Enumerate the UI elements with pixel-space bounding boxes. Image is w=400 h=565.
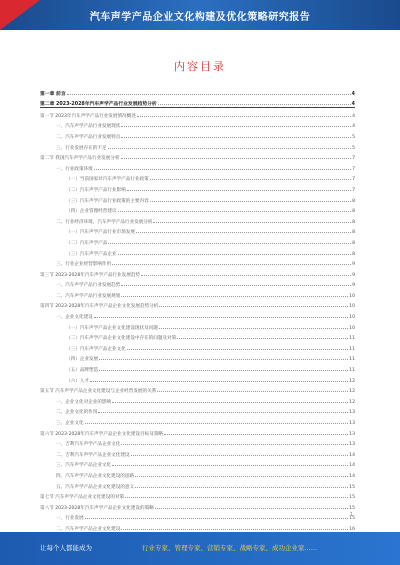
- toc-entry[interactable]: [40, 415, 355, 426]
- toc-entry-title: 二、汽车声学产品企业文化建设: [56, 526, 121, 532]
- toc-entry-page: 4: [352, 124, 355, 130]
- toc-entry-page: 12: [349, 378, 355, 384]
- toc-entry-title: 一、企业文化对企业的影响: [56, 399, 112, 405]
- toc-entry[interactable]: [40, 246, 355, 257]
- toc-entry-page: 11: [349, 336, 355, 342]
- toc-entry[interactable]: [40, 320, 355, 331]
- toc-entry[interactable]: [40, 479, 355, 490]
- toc-entry-title: （一）汽车声学产品行业市场发展: [66, 230, 135, 236]
- page-number: 1: [349, 512, 353, 518]
- toc-leader-dots: [135, 476, 348, 477]
- toc-entry-title: （三）汽车声学产品行业政策的主要内容: [66, 198, 149, 204]
- toc-entry[interactable]: [40, 129, 355, 140]
- toc-leader-dots: [85, 423, 349, 424]
- toc-entry[interactable]: [40, 394, 355, 405]
- toc-entry-title: 一、汽车声学产品行业发展现状: [56, 124, 121, 130]
- toc-entry-page: 15: [349, 505, 355, 511]
- toc-entry-page: 5: [352, 134, 355, 140]
- toc-entry-title: （六）人才: [66, 378, 89, 384]
- toc-entry-page: 14: [349, 473, 355, 479]
- toc-entry-page: 8: [352, 230, 355, 236]
- toc-leader-dots: [108, 148, 352, 149]
- toc-leader-dots: [150, 179, 351, 180]
- toc-entry-title: 一、行业政策环境: [56, 166, 93, 172]
- toc-entry[interactable]: [40, 278, 355, 289]
- toc-entry-page: 12: [349, 389, 355, 395]
- toc-entry-page: 11: [349, 368, 355, 374]
- toc-entry[interactable]: [40, 214, 355, 225]
- toc-entry-title: 二、汽车声学产品行业发展规划: [56, 293, 121, 299]
- toc-entry-page: 4: [351, 102, 355, 108]
- toc-leader-dots: [112, 402, 348, 403]
- toc-entry-page: 15: [349, 516, 355, 522]
- toc-entry-page: 11: [349, 357, 355, 363]
- toc-entry[interactable]: [40, 373, 355, 384]
- toc-entry-page: 7: [352, 156, 355, 162]
- toc-entry-page: 12: [349, 399, 355, 405]
- toc-entry-title: 三、企业文化: [56, 421, 84, 426]
- toc-leader-dots: [157, 391, 348, 392]
- toc-entry-title: 第三节 2023-2028年汽车声学产品行业发展趋势: [40, 272, 141, 278]
- toc-leader-dots: [99, 370, 348, 371]
- toc-entry[interactable]: [40, 86, 355, 97]
- toc-entry-page: 10: [349, 315, 355, 321]
- table-of-contents: [40, 86, 355, 532]
- toc-leader-dots: [121, 158, 352, 159]
- toc-entry[interactable]: [40, 193, 355, 204]
- toc-leader-dots: [150, 201, 351, 202]
- toc-entry-title: 四、汽车声学产品企业文化建设的思路: [56, 473, 135, 479]
- toc-entry-title: 一、吉利汽车声学产品企业文化: [56, 442, 121, 448]
- toc-entry-title: （五）品牌塑造: [66, 368, 99, 374]
- toc-leader-dots: [127, 190, 351, 191]
- toc-entry[interactable]: [40, 490, 355, 501]
- toc-entry-title: 第二章 2023-2028年汽车声学产品行业发展趋势分析: [40, 102, 157, 108]
- toc-entry-page: 16: [349, 526, 355, 532]
- toc-entry-title: 三、行业企业经营影响作用: [56, 262, 112, 268]
- toc-leader-dots: [67, 94, 351, 95]
- toc-entry-page: 7: [352, 187, 355, 193]
- toc-leader-dots: [118, 254, 352, 255]
- toc-entry-title: 第六节 2023-2028年汽车声学产品企业文化建设目标及策略: [40, 431, 163, 437]
- toc-entry[interactable]: [40, 384, 355, 395]
- toc-entry[interactable]: [40, 151, 355, 162]
- toc-entry[interactable]: [40, 108, 355, 119]
- toc-entry-page: 13: [349, 431, 355, 437]
- toc-leader-dots: [121, 285, 351, 286]
- toc-entry-page: 10: [349, 293, 355, 299]
- toc-entry-page: 10: [349, 325, 355, 331]
- toc-entry-title: 三、汽车声学产品企业文化: [56, 463, 112, 469]
- toc-entry[interactable]: [40, 405, 355, 416]
- toc-leader-dots: [153, 222, 351, 223]
- toc-leader-dots: [94, 317, 348, 318]
- toc-entry-page: 13: [349, 410, 355, 416]
- toc-entry[interactable]: [40, 235, 355, 246]
- toc-entry-title: （三）汽车声学产品企业文化: [66, 346, 126, 352]
- footer-slogan: 让每个人都能成为: [40, 544, 92, 552]
- toc-entry-page: 13: [349, 442, 355, 448]
- toc-leader-dots: [141, 275, 351, 276]
- toc-leader-dots: [98, 412, 348, 413]
- toc-entry[interactable]: [40, 341, 355, 352]
- toc-entry-title: 第二节 我国汽车声学产品行业发展分析: [40, 156, 120, 162]
- toc-entry-title: 第五节 汽车声学产品企业文化建设与企业经营发展的关系: [40, 389, 157, 395]
- toc-entry[interactable]: [40, 331, 355, 342]
- toc-entry[interactable]: [40, 97, 355, 109]
- toc-entry-title: 一、企业文化建设: [56, 315, 93, 321]
- toc-entry[interactable]: [40, 288, 355, 299]
- toc-entry-page: 7: [352, 177, 355, 183]
- toc-leader-dots: [158, 104, 351, 105]
- toc-entry-page: 9: [352, 262, 355, 268]
- toc-entry[interactable]: [40, 309, 355, 320]
- toc-leader-dots: [121, 444, 348, 445]
- toc-entry[interactable]: [40, 521, 355, 532]
- toc-entry[interactable]: [40, 161, 355, 172]
- toc-leader-dots: [121, 126, 351, 127]
- toc-entry-page: 5: [352, 145, 355, 151]
- toc-leader-dots: [121, 296, 348, 297]
- toc-leader-dots: [164, 434, 348, 435]
- toc-leader-dots: [85, 518, 349, 519]
- toc-entry-title: 一、行业发展: [56, 516, 84, 522]
- toc-entry-title: （二）汽车声学产品企业文化建设中存在的问题及对策: [66, 336, 177, 342]
- toc-entry-page: 4: [352, 113, 355, 119]
- toc-entry-title: （三）汽车声学产品企业: [66, 251, 117, 257]
- toc-entry-page: 8: [352, 240, 355, 246]
- toc-entry[interactable]: [40, 225, 355, 236]
- toc-entry-page: 11: [349, 346, 355, 352]
- toc-leader-dots: [108, 243, 351, 244]
- toc-entry-title: 第一节 2023年汽车声学产品行业发展情况概述: [40, 113, 136, 119]
- toc-entry[interactable]: [40, 204, 355, 215]
- toc-entry[interactable]: [40, 426, 355, 437]
- toc-entry-title: 第四节 2023-2028年汽车声学产品企业文化发展趋势分析: [40, 304, 159, 310]
- toc-entry-title: 二、汽车声学产品行业发展特点: [56, 134, 121, 140]
- toc-leader-dots: [112, 465, 348, 466]
- toc-entry-title: （四）企业发展: [66, 357, 99, 363]
- toc-leader-dots: [155, 508, 348, 509]
- toc-entry-page: 14: [349, 463, 355, 469]
- toc-leader-dots: [121, 529, 348, 530]
- toc-entry-page: 9: [352, 283, 355, 289]
- toc-entry-page: 15: [349, 495, 355, 501]
- toc-entry-title: 二、吉利汽车声学产品企业文化建设: [56, 452, 130, 458]
- toc-entry[interactable]: [40, 257, 355, 268]
- toc-leader-dots: [118, 211, 352, 212]
- toc-leader-dots: [135, 487, 348, 488]
- toc-leader-dots: [90, 381, 348, 382]
- toc-title: 内容目录: [174, 60, 226, 73]
- toc-leader-dots: [159, 328, 348, 329]
- toc-entry[interactable]: [40, 362, 355, 373]
- footer-tags: 行业专家、管理专家、营销专家、战略专家、成功企业家......: [142, 544, 317, 552]
- toc-entry[interactable]: [40, 458, 355, 469]
- toc-entry-page: 9: [352, 272, 355, 278]
- toc-entry-title: 三、行业发展存在的不足: [56, 145, 107, 151]
- toc-leader-dots: [131, 455, 349, 456]
- toc-entry-title: （二）汽车声学产品行业影响: [66, 187, 126, 193]
- toc-entry-title: （二）汽车声学产品: [66, 240, 108, 246]
- toc-entry-page: 8: [352, 219, 355, 225]
- toc-leader-dots: [121, 137, 351, 138]
- toc-entry-page: 7: [352, 166, 355, 172]
- toc-entry-title: 二、行业经济环境，汽车声学产品行业发展分析: [56, 219, 153, 225]
- toc-entry[interactable]: [40, 140, 355, 151]
- toc-entry-title: （一）当前国家对汽车声学产品行业政策: [66, 177, 149, 183]
- toc-entry-title: 第七节 汽车声学产品企业文化建设的对策: [40, 495, 125, 501]
- toc-entry-title: 第一章 前言: [40, 91, 66, 97]
- toc-entry[interactable]: [40, 468, 355, 479]
- toc-entry-title: 一、汽车声学产品行业发展趋势: [56, 283, 121, 289]
- toc-entry[interactable]: [40, 500, 355, 511]
- toc-leader-dots: [137, 116, 351, 117]
- toc-leader-dots: [177, 338, 348, 339]
- toc-entry[interactable]: [40, 447, 355, 458]
- toc-entry[interactable]: [40, 172, 355, 183]
- page-footer: [0, 532, 400, 565]
- toc-entry-page: 8: [352, 209, 355, 215]
- toc-entry-page: 15: [349, 484, 355, 490]
- toc-entry-title: 五、汽车声学产品企业文化建设的意义: [56, 484, 135, 490]
- header-title: 汽车声学产品企业文化构建及优化策略研究报告: [89, 12, 311, 23]
- toc-entry-page: 8: [352, 251, 355, 257]
- toc-entry-page: 10: [349, 304, 355, 310]
- toc-entry[interactable]: [40, 267, 355, 278]
- toc-entry[interactable]: [40, 437, 355, 448]
- toc-leader-dots: [94, 169, 351, 170]
- page-header: [0, 0, 400, 30]
- toc-leader-dots: [127, 349, 348, 350]
- toc-leader-dots: [159, 306, 348, 307]
- toc-entry-title: （一）汽车声学产品企业文化建设现状及问题: [66, 325, 158, 331]
- toc-entry-title: 第八节 2023-2028年汽车声学产品企业文化建设的策略: [40, 505, 154, 511]
- toc-entry[interactable]: [40, 299, 355, 310]
- toc-entry[interactable]: [40, 352, 355, 363]
- toc-leader-dots: [136, 232, 351, 233]
- toc-leader-dots: [112, 264, 351, 265]
- toc-entry[interactable]: [40, 182, 355, 193]
- toc-entry-page: 8: [352, 198, 355, 204]
- toc-entry-page: 14: [349, 452, 355, 458]
- toc-leader-dots: [99, 359, 348, 360]
- toc-leader-dots: [125, 497, 348, 498]
- toc-entry-page: 13: [349, 421, 355, 426]
- toc-entry-title: （四）企业管理经营建议: [66, 209, 117, 215]
- toc-entry-title: 二、企业文化的作用: [56, 410, 98, 416]
- toc-entry[interactable]: [40, 119, 355, 130]
- toc-entry-page: 4: [351, 91, 355, 97]
